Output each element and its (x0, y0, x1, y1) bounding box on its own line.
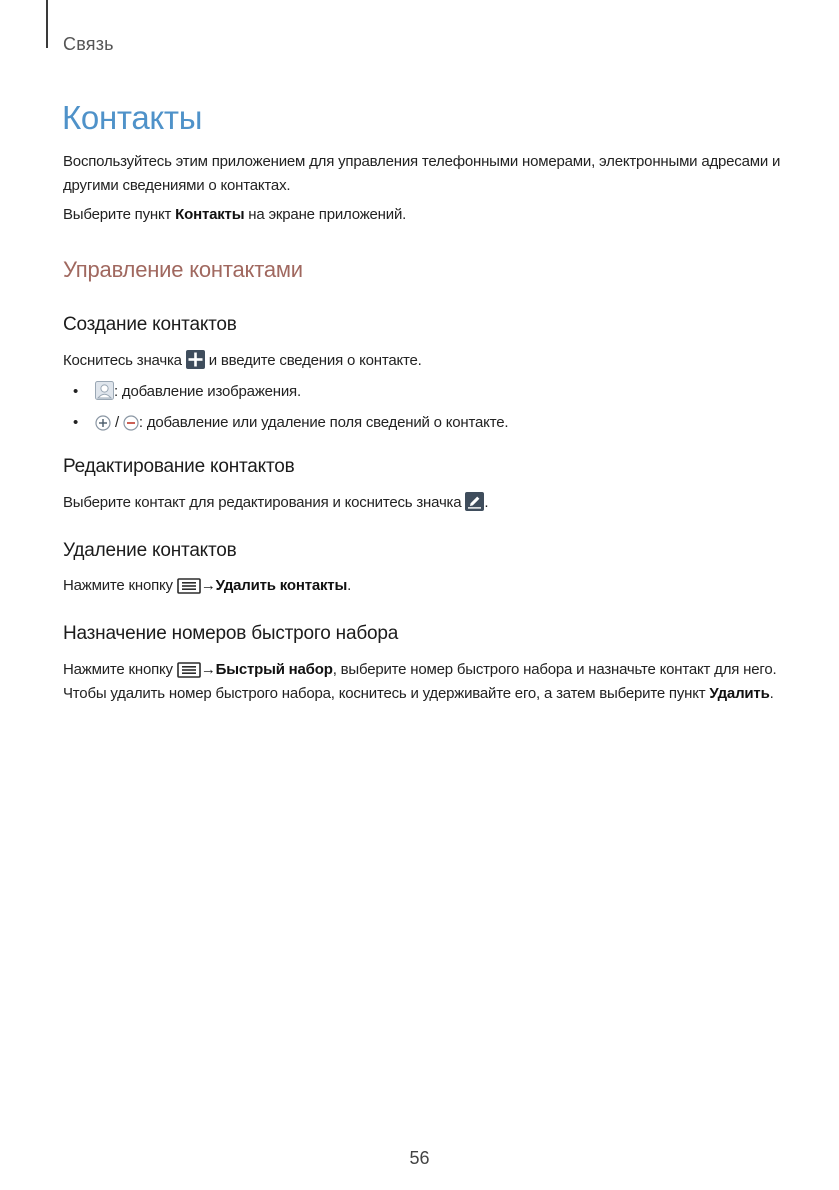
chapter-label: Связь (63, 34, 114, 54)
contacts-app-name: Контакты (175, 206, 245, 223)
page-title: Контакты (62, 99, 203, 136)
speed-dial-text-suffix: . (769, 685, 774, 702)
contact-photo-icon (95, 381, 114, 400)
bullet-dot: • (73, 383, 79, 400)
bullet-add-remove-field (73, 411, 508, 435)
edit-text-prefix: Выберите контакт для редактирования и коснитесь значка (63, 494, 466, 511)
plus-circle-icon (95, 415, 111, 431)
create-text-suffix: и введите сведения о контакте. (204, 352, 422, 369)
menu-key-icon (177, 578, 201, 594)
header-rule (46, 0, 48, 48)
speed-dial-arrow: → (200, 661, 216, 678)
edit-contacts-text (63, 491, 783, 515)
edit-text-suffix: . (484, 494, 489, 511)
intro-paragraph: Воспользуйтесь этим приложением для управления телефонными номерами, электронными адресами и другими сведениями о контактах. (63, 153, 781, 194)
bullet-add-image (73, 380, 301, 404)
intro-instruction-prefix: Выберите пункт (63, 206, 176, 223)
delete-contacts-text (63, 574, 783, 598)
bullet-add-image-text: : добавление изображения. (114, 383, 301, 400)
edit-pencil-icon (465, 492, 484, 511)
section-title: Управление контактами (63, 257, 303, 282)
page-number: 56 (409, 1148, 430, 1168)
create-contacts-text (63, 349, 783, 373)
intro-instruction-suffix: на экране приложений. (244, 206, 407, 223)
speed-dial-option: Быстрый набор (215, 661, 333, 678)
delete-text-prefix: Нажмите кнопку (63, 577, 177, 594)
menu-key-icon (177, 662, 201, 678)
minus-circle-icon (123, 415, 139, 431)
bullet-separator: / (111, 414, 123, 431)
speed-dial-text-prefix: Нажмите кнопку (63, 661, 177, 678)
speed-dial-text-mid: , выберите номер быстрого набора и назначьте контакт для него. Чтобы удалить номер быстрого набора, коснитесь и удерживайте его, а затем выберите пункт (63, 661, 777, 702)
delete-contacts-option: Удалить контакты (215, 577, 348, 594)
create-text-prefix: Коснитесь значка (63, 352, 186, 369)
delete-text-suffix: . (347, 577, 352, 594)
add-contact-icon (186, 350, 205, 369)
delete-option: Удалить (709, 685, 770, 702)
speed-dial-text (63, 658, 778, 706)
bullet-add-remove-text: : добавление или удаление поля сведений о контакте. (138, 414, 509, 431)
edit-contacts-heading: Редактирование контактов (63, 456, 295, 477)
speed-dial-heading: Назначение номеров быстрого набора (63, 623, 399, 644)
delete-arrow: → (200, 577, 216, 594)
create-contacts-heading: Создание контактов (63, 314, 237, 335)
delete-contacts-heading: Удаление контактов (63, 540, 237, 561)
bullet-dot: • (73, 414, 79, 431)
intro-instruction (63, 203, 783, 227)
